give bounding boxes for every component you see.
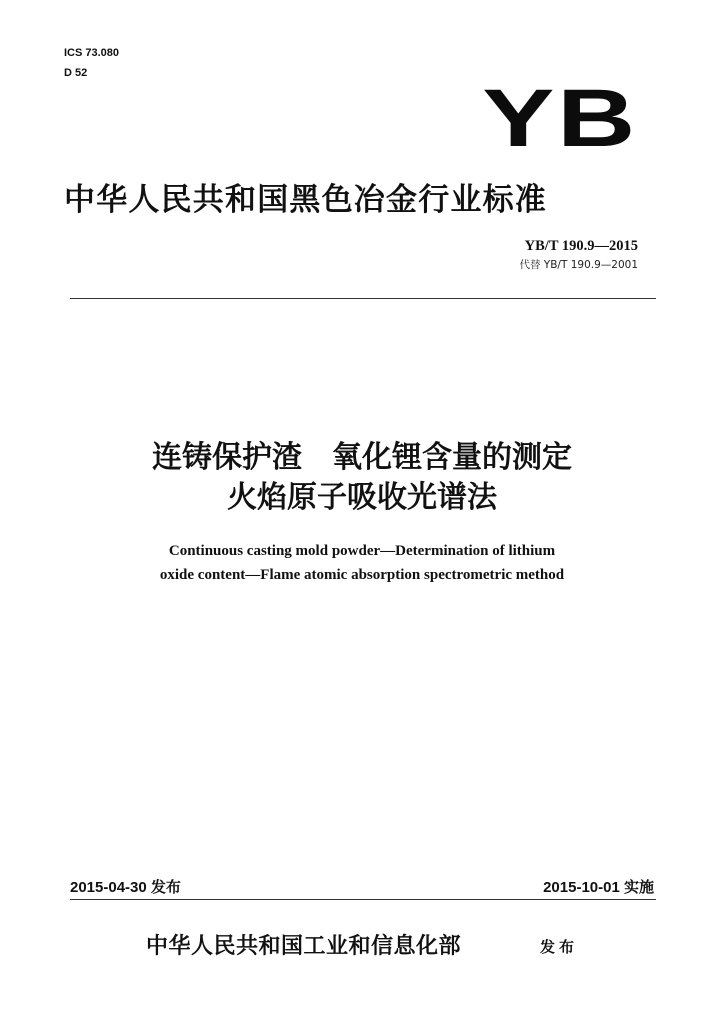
yb-logo: YB — [482, 73, 638, 164]
implementation-date: 2015-10-01 实施 — [543, 879, 654, 896]
english-title-line-2: oxide content—Flame atomic absorption spectrometric method — [159, 567, 565, 583]
classification-code: D 52 — [64, 67, 88, 79]
header-divider — [70, 298, 656, 299]
ics-code: ICS 73.080 — [64, 47, 120, 59]
publisher-name: 中华人民共和国工业和信息化部 — [146, 933, 462, 959]
chinese-title-line-1: 连铸保护渣 氧化锂含量的测定 — [152, 440, 572, 475]
standard-number: YB/T 190.9—2015 — [524, 238, 638, 254]
issue-date: 2015-04-30 发布 — [70, 879, 181, 896]
publish-label: 发布 — [540, 938, 579, 956]
chinese-title-line-2: 火焰原子吸收光谱法 — [227, 480, 497, 515]
standard-category-title: 中华人民共和国黑色冶金行业标准 — [64, 182, 547, 218]
footer-divider — [70, 899, 656, 900]
english-title-line-1: Continuous casting mold powder—Determination of lithium — [168, 543, 556, 559]
replaces-standard: 代替 YB/T 190.9—2001 — [519, 259, 638, 271]
